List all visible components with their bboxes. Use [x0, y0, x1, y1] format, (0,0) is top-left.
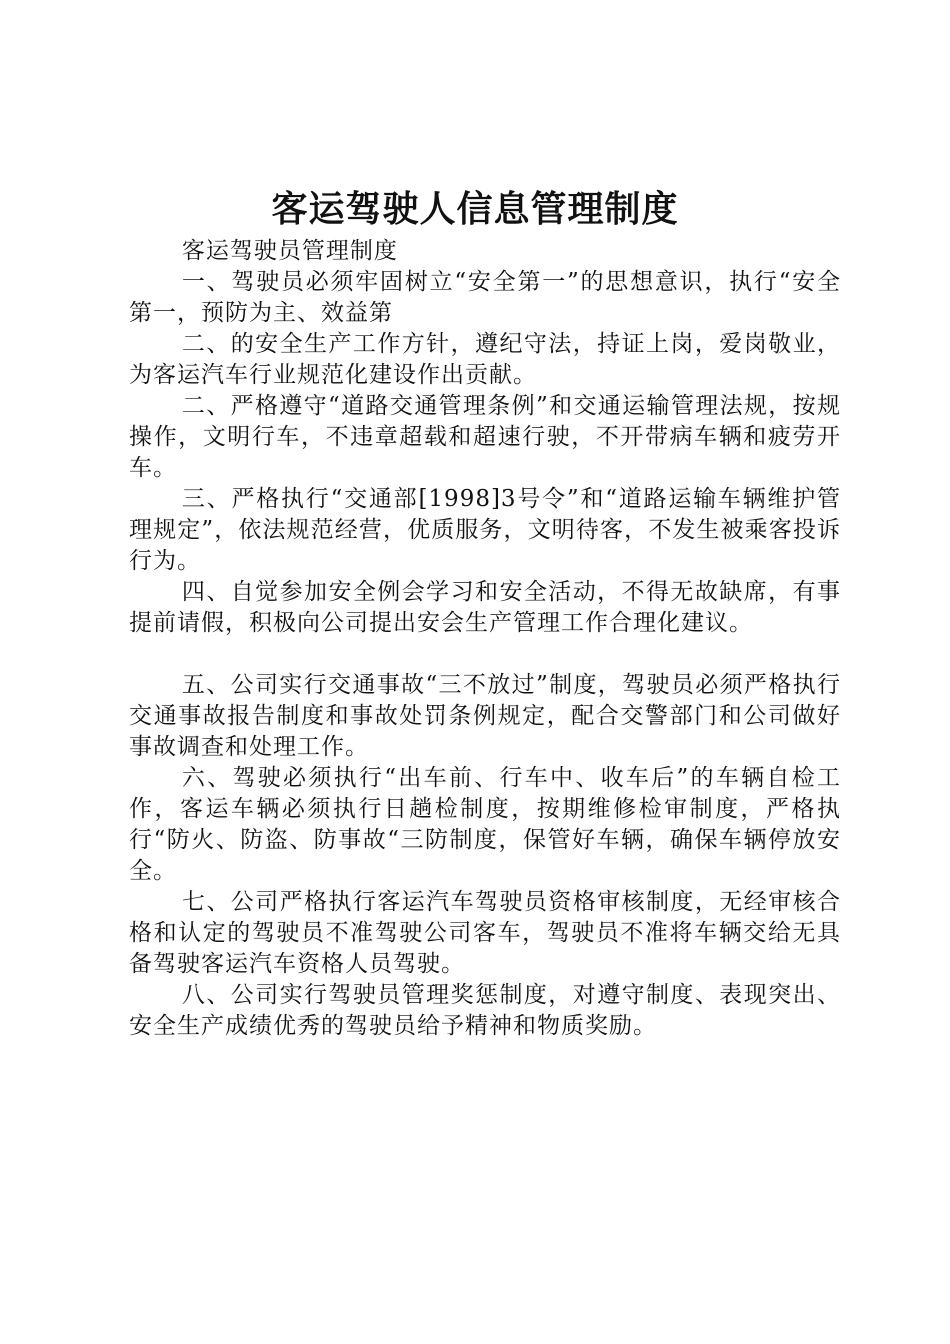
- paragraph-3: 二、严格遵守“道路交通管理条例”和交通运输管理法规，按规操作，文明行车，不违章超载和超速行驶，不开带病车辆和疲劳开车。: [129, 393, 841, 481]
- paragraph-7: 六、驾驶必须执行“出车前、行车中、收车后”的车辆自检工作，客运车辆必须执行日趟检制度，按期维修检审制度，严格执行“防火、防盗、防事故“三防制度，保管好车辆，确保车辆停放安全。: [129, 765, 841, 884]
- paragraph-2: 二、的安全生产工作方针，遵纪守法，持证上岗，爱岗敬业，为客运汽车行业规范化建设作出贡献。: [129, 331, 841, 388]
- paragraph-8: 七、公司严格执行客运汽车驾驶员资格审核制度，无经审核合格和认定的驾驶员不准驾驶公司客车，驾驶员不准将车辆交给无具备驾驶客运汽车资格人员驾驶。: [129, 889, 841, 977]
- document-title: 客运驾驶人信息管理制度: [271, 188, 679, 230]
- paragraph-4: 三、严格执行“交通部[1998]3号令”和“道路运输车辆维护管理规定”，依法规范经营，优质服务，文明待客，不发生被乘客投诉行为。: [129, 486, 841, 574]
- paragraph-intro: 客运驾驶员管理制度: [181, 238, 398, 264]
- paragraph-1: 一、驾驶员必须牢固树立“安全第一”的思想意识，执行“安全第一，预防为主、效益第: [129, 269, 841, 326]
- document-body: [129, 236, 841, 1042]
- paragraph-6: 五、公司实行交通事故“三不放过”制度，驾驶员必须严格执行交通事故报告制度和事故处罚条例规定，配合交警部门和公司做好事故调查和处理工作。: [129, 672, 841, 760]
- paragraph-5: 四、自觉参加安全例会学习和安全活动，不得无故缺席，有事提前请假，积极向公司提出安会生产管理工作合理化建议。: [129, 579, 841, 636]
- paragraph-9: 八、公司实行驾驶员管理奖惩制度，对遵守制度、表现突出、安全生产成绩优秀的驾驶员给予精神和物质奖励。: [129, 982, 841, 1039]
